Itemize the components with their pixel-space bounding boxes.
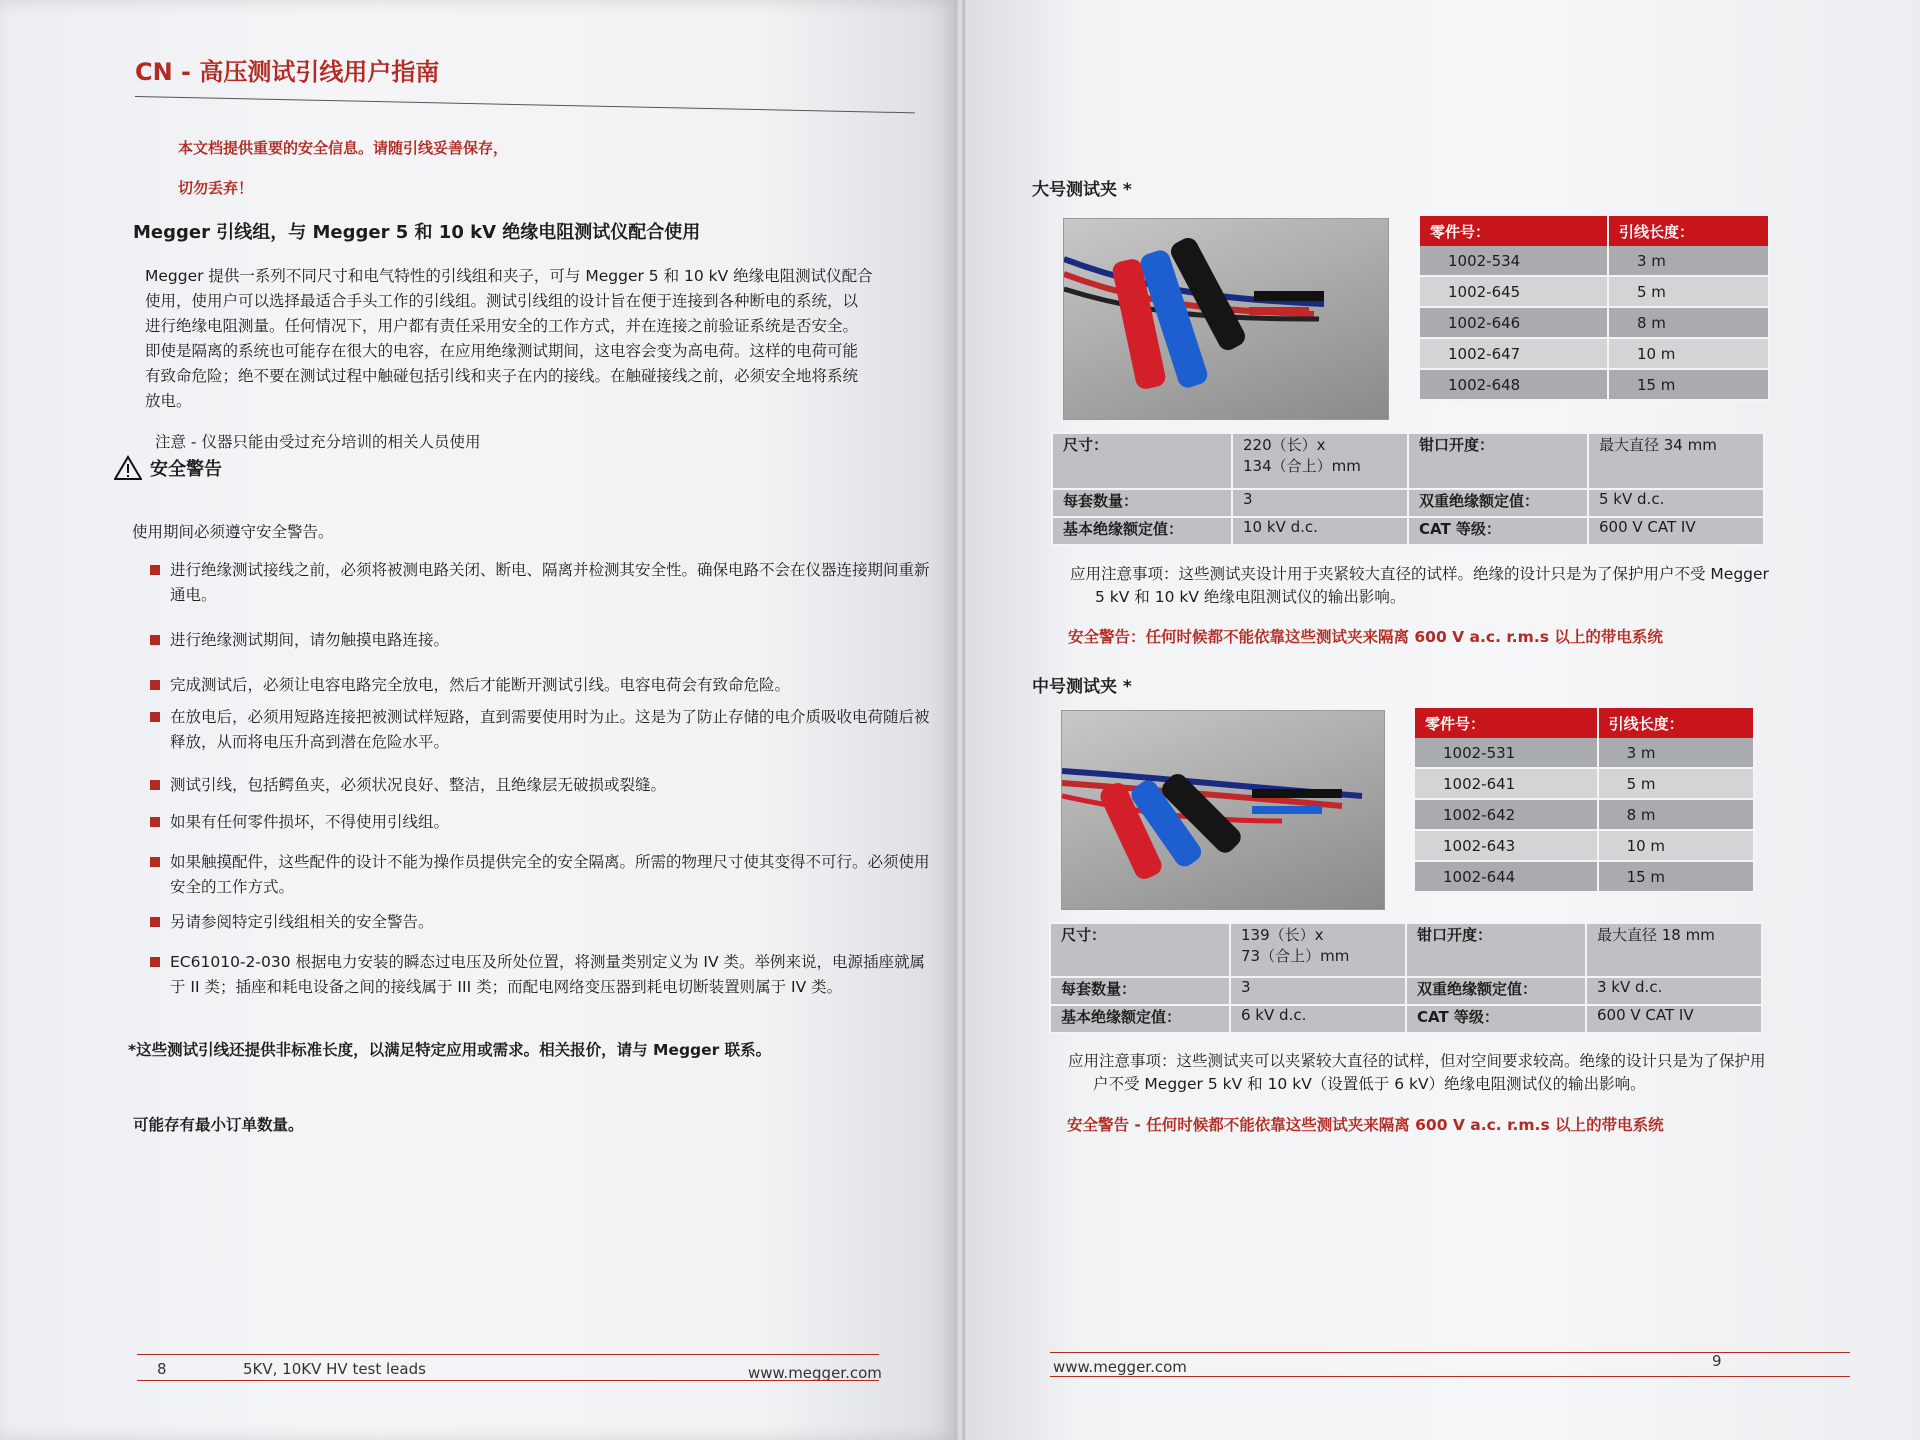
part-number: 1002-648 [1420, 369, 1608, 400]
intro-paragraph [145, 264, 910, 414]
book-spine [955, 0, 965, 1440]
notice-line-2: 切勿丢弃！ [178, 179, 254, 197]
parts-header-row [1420, 216, 1769, 246]
warning-item: 进行绝缘测试期间，请勿触摸电路连接。 [150, 628, 930, 653]
safety-warning-heading [114, 455, 222, 481]
warning-item: 进行绝缘测试接线之前，必须将被测电路关闭、断电、隔离并检测其安全性。确保电路不会在仪器连接期间重新通电。 [150, 558, 930, 608]
test-clips-image [1062, 711, 1384, 909]
lead-length-header: 引线长度： [1598, 708, 1754, 738]
lead-length: 15 m [1608, 369, 1769, 400]
part-number: 1002-646 [1420, 307, 1608, 338]
spec-label: 尺寸： [1050, 923, 1230, 977]
spec-value: 5 kV d.c. [1588, 489, 1764, 517]
medium-spec-table [1049, 922, 1763, 1034]
spec-label: 双重绝缘额定值： [1408, 489, 1588, 517]
spec-value: 10 kV d.c. [1232, 517, 1408, 545]
part-number: 1002-645 [1420, 276, 1608, 307]
table-row [1415, 830, 1754, 861]
notice-line-1: 本文档提供重要的安全信息。请随引线妥善保存， [178, 139, 509, 157]
left-page [0, 0, 955, 1440]
lead-length: 10 m [1598, 830, 1754, 861]
large-application-note [1070, 563, 1900, 609]
intro-line: 进行绝缘电阻测量。任何情况下，用户都有责任采用安全的工作方式，并在连接之前验证系统是否安全。 [145, 317, 859, 335]
minimum-order-note: 可能存有最小订单数量。 [133, 1116, 304, 1134]
medium-safety-warning: 安全警告 - 任何时候都不能依靠这些测试夹来隔离 600 V a.c. r.m.s 以上的带电系统 [1067, 1116, 1664, 1134]
lead-length: 10 m [1608, 338, 1769, 369]
footer-page-number: 8 [157, 1360, 167, 1378]
spec-value: 最大直径 34 mm [1588, 433, 1764, 489]
table-row [1420, 369, 1769, 400]
part-number: 1002-531 [1415, 738, 1598, 768]
warning-item: 在放电后，必须用短路连接把被测试样短路，直到需要使用时为止。这是为了防止存储的电介质吸收电荷随后被释放，从而将电压升高到潜在危险水平。 [150, 705, 930, 755]
medium-clips-title: 中号测试夹 * [1032, 677, 1132, 697]
warning-item: 如果有任何零件损坏，不得使用引线组。 [150, 810, 930, 835]
section-heading: Megger 引线组，与 Megger 5 和 10 kV 绝缘电阻测试仪配合使用 [133, 222, 701, 243]
warning-item: EC61010-2-030 根据电力安装的瞬态过电压及所处位置，将测量类别定义为 IV 类。举例来说，电源插座就属于 II 类；插座和耗电设备之间的接线属于 III 类；而配电网络变压器到耗电切断装置则属于 IV 类。 [150, 950, 930, 1000]
part-number: 1002-534 [1420, 246, 1608, 276]
title-divider [135, 96, 915, 113]
warning-item: 测试引线，包括鳄鱼夹，必须状况良好、整洁，且绝缘层无破损或裂缝。 [150, 773, 930, 798]
lead-length: 8 m [1598, 799, 1754, 830]
table-row [1415, 768, 1754, 799]
lead-length: 5 m [1608, 276, 1769, 307]
size-line: 73（合上）mm [1241, 947, 1350, 965]
note-line: 户不受 Megger 5 kV 和 10 kV（设置低于 6 kV）绝缘电阻测试仪的输出影响。 [1093, 1075, 1646, 1093]
intro-line: 放电。 [145, 392, 192, 410]
part-number-header: 零件号： [1420, 216, 1608, 246]
spec-value: 6 kV d.c. [1230, 1005, 1406, 1033]
spec-value: 3 [1230, 977, 1406, 1005]
part-number: 1002-643 [1415, 830, 1598, 861]
note-line: 应用注意事项：这些测试夹可以夹紧较大直径的试样，但对空间要求较高。绝缘的设计只是为了保护用 [1068, 1052, 1766, 1070]
intro-line: 即使是隔离的系统也可能存在很大的电容，在应用绝缘测试期间，这电容会变为高电荷。这样的电荷可能 [145, 342, 859, 360]
large-clips-title: 大号测试夹 * [1032, 180, 1132, 200]
spec-label: 基本绝缘额定值： [1050, 1005, 1230, 1033]
warning-item: 另请参阅特定引线组相关的安全警告。 [150, 910, 930, 935]
test-clips-image [1064, 219, 1388, 419]
medium-clips-photo [1061, 710, 1385, 910]
spec-value: 最大直径 18 mm [1586, 923, 1762, 977]
spec-value: 600 V CAT IV [1586, 1005, 1762, 1033]
note-line: 应用注意事项：这些测试夹设计用于夹紧较大直径的试样。绝缘的设计只是为了保护用户不受 Megger [1070, 565, 1769, 583]
table-row [1415, 861, 1754, 892]
large-parts-table [1420, 216, 1770, 401]
spec-row [1050, 977, 1762, 1005]
footer-url[interactable]: www.megger.com [748, 1364, 882, 1382]
part-number: 1002-641 [1415, 768, 1598, 799]
footer-url[interactable]: www.megger.com [1053, 1358, 1187, 1376]
safety-heading-text: 安全警告 [150, 459, 222, 480]
part-number: 1002-647 [1420, 338, 1608, 369]
spec-label: CAT 等级： [1406, 1005, 1586, 1033]
spec-value [1232, 433, 1408, 489]
size-line: 139（长）x [1241, 926, 1324, 944]
note-line: 5 kV 和 10 kV 绝缘电阻测试仪的输出影响。 [1095, 588, 1406, 606]
intro-line: 使用，使用户可以选择最适合手头工作的引线组。测试引线组的设计旨在便于连接到各种断电的系统，以 [145, 292, 859, 310]
spec-row [1052, 517, 1764, 545]
large-clips-photo [1063, 218, 1389, 420]
spec-value [1230, 923, 1406, 977]
spec-value: 600 V CAT IV [1588, 517, 1764, 545]
spec-label: CAT 等级： [1408, 517, 1588, 545]
lead-length: 3 m [1608, 246, 1769, 276]
footer-divider-bottom [137, 1380, 879, 1381]
table-row [1420, 338, 1769, 369]
spec-label: 双重绝缘额定值： [1406, 977, 1586, 1005]
part-number: 1002-642 [1415, 799, 1598, 830]
footer-page-number: 9 [1712, 1352, 1722, 1370]
large-safety-warning: 安全警告：任何时候都不能依靠这些测试夹来隔离 600 V a.c. r.m.s 以上的带电系统 [1068, 628, 1663, 646]
warning-item: 如果触摸配件，这些配件的设计不能为操作员提供完全的安全隔离。所需的物理尺寸使其变得不可行。必须使用安全的工作方式。 [150, 850, 930, 900]
spec-label: 尺寸： [1052, 433, 1232, 489]
spec-label: 每套数量： [1050, 977, 1230, 1005]
size-line: 134（合上）mm [1243, 457, 1361, 475]
lead-length-header: 引线长度： [1608, 216, 1769, 246]
spec-label: 基本绝缘额定值： [1052, 517, 1232, 545]
spec-value: 3 kV d.c. [1586, 977, 1762, 1005]
lead-length: 8 m [1608, 307, 1769, 338]
lead-length: 15 m [1598, 861, 1754, 892]
safety-intro: 使用期间必须遵守安全警告。 [132, 523, 334, 541]
footer-divider-bottom [1050, 1376, 1850, 1377]
lead-length: 5 m [1598, 768, 1754, 799]
medium-parts-table [1415, 708, 1755, 893]
spec-label: 每套数量： [1052, 489, 1232, 517]
right-page [965, 0, 1920, 1440]
spec-row [1052, 433, 1764, 489]
spec-label: 钳口开度： [1408, 433, 1588, 489]
footer-divider [137, 1354, 879, 1355]
intro-line: 有致命危险；绝不要在测试过程中触碰包括引线和夹子在内的接线。在触碰接线之前，必须安全地将系统 [145, 367, 859, 385]
table-row [1420, 307, 1769, 338]
document-title: CN - 高压测试引线用户指南 [135, 58, 440, 86]
footer-divider [1050, 1352, 1850, 1353]
intro-line: Megger 提供一系列不同尺寸和电气特性的引线组和夹子，可与 Megger 5 和 10 kV 绝缘电阻测试仪配合 [145, 267, 873, 285]
table-row [1415, 738, 1754, 768]
spec-label: 钳口开度： [1406, 923, 1586, 977]
size-line: 220（长）x [1243, 436, 1326, 454]
table-row [1420, 276, 1769, 307]
spec-value: 3 [1232, 489, 1408, 517]
table-row [1420, 246, 1769, 276]
warning-triangle-icon [114, 455, 142, 481]
nonstandard-length-note: *这些测试引线还提供非标准长度，以满足特定应用或需求。相关报价，请与 Megger 联系。 [128, 1041, 772, 1059]
medium-application-note [1068, 1050, 1908, 1096]
spec-row [1052, 489, 1764, 517]
table-row [1415, 799, 1754, 830]
parts-header-row [1415, 708, 1754, 738]
spec-row [1050, 1005, 1762, 1033]
lead-length: 3 m [1598, 738, 1754, 768]
spec-row [1050, 923, 1762, 977]
part-number: 1002-644 [1415, 861, 1598, 892]
warning-item: 完成测试后，必须让电容电路完全放电，然后才能断开测试引线。电容电荷会有致命危险。 [150, 673, 930, 698]
large-spec-table [1051, 432, 1765, 546]
footer-doc-title: 5KV, 10KV HV test leads [243, 1360, 426, 1378]
operator-note: 注意 - 仪器只能由受过充分培训的相关人员使用 [155, 433, 481, 451]
part-number-header: 零件号： [1415, 708, 1598, 738]
